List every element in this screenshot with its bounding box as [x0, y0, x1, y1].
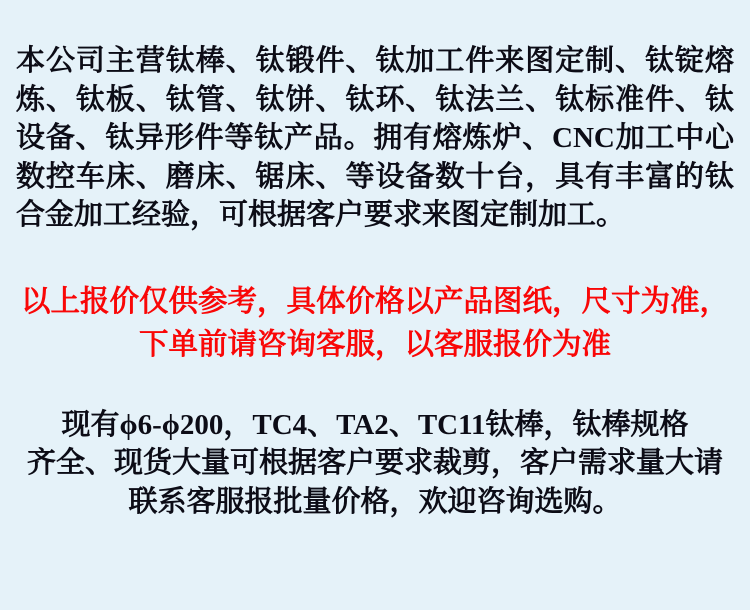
intro-line-1: 本公司主营钛棒、钛锻件、钛加工件来图定制、钛锭熔	[16, 45, 734, 77]
stock-line-2: 齐全、现货大量可根据客户要求裁剪，客户需求量大请	[26, 447, 723, 479]
stock-line-1: 现有ϕ6-ϕ200，TC4、TA2、TC11钛棒，钛棒规格	[61, 408, 689, 441]
company-intro-paragraph	[0, 42, 750, 235]
intro-line-4: 数控车床、磨床、锯床、等设备数十台，具有丰富的钛	[16, 160, 734, 193]
disclaimer-line-1: 以上报价仅供参考，具体价格以产品图纸，尺寸为准，	[20, 284, 729, 318]
stock-line-3: 联系客服报批量价格，欢迎咨询选购。	[128, 485, 622, 518]
intro-line-3: 设备、钛异形件等钛产品。拥有熔炼炉、CNC加工中心	[16, 122, 734, 154]
disclaimer-line-2: 下单前请咨询客服，以客服报价为准	[138, 327, 611, 361]
price-disclaimer-paragraph	[0, 280, 750, 366]
intro-line-2: 炼、钛板、钛管、钛饼、钛环、钛法兰、钛标准件、钛	[16, 83, 734, 116]
intro-line-5: 合金加工经验，可根据客户要求来图定制加工。	[16, 199, 626, 231]
stock-info-paragraph	[0, 406, 750, 522]
product-description-page	[0, 42, 750, 610]
